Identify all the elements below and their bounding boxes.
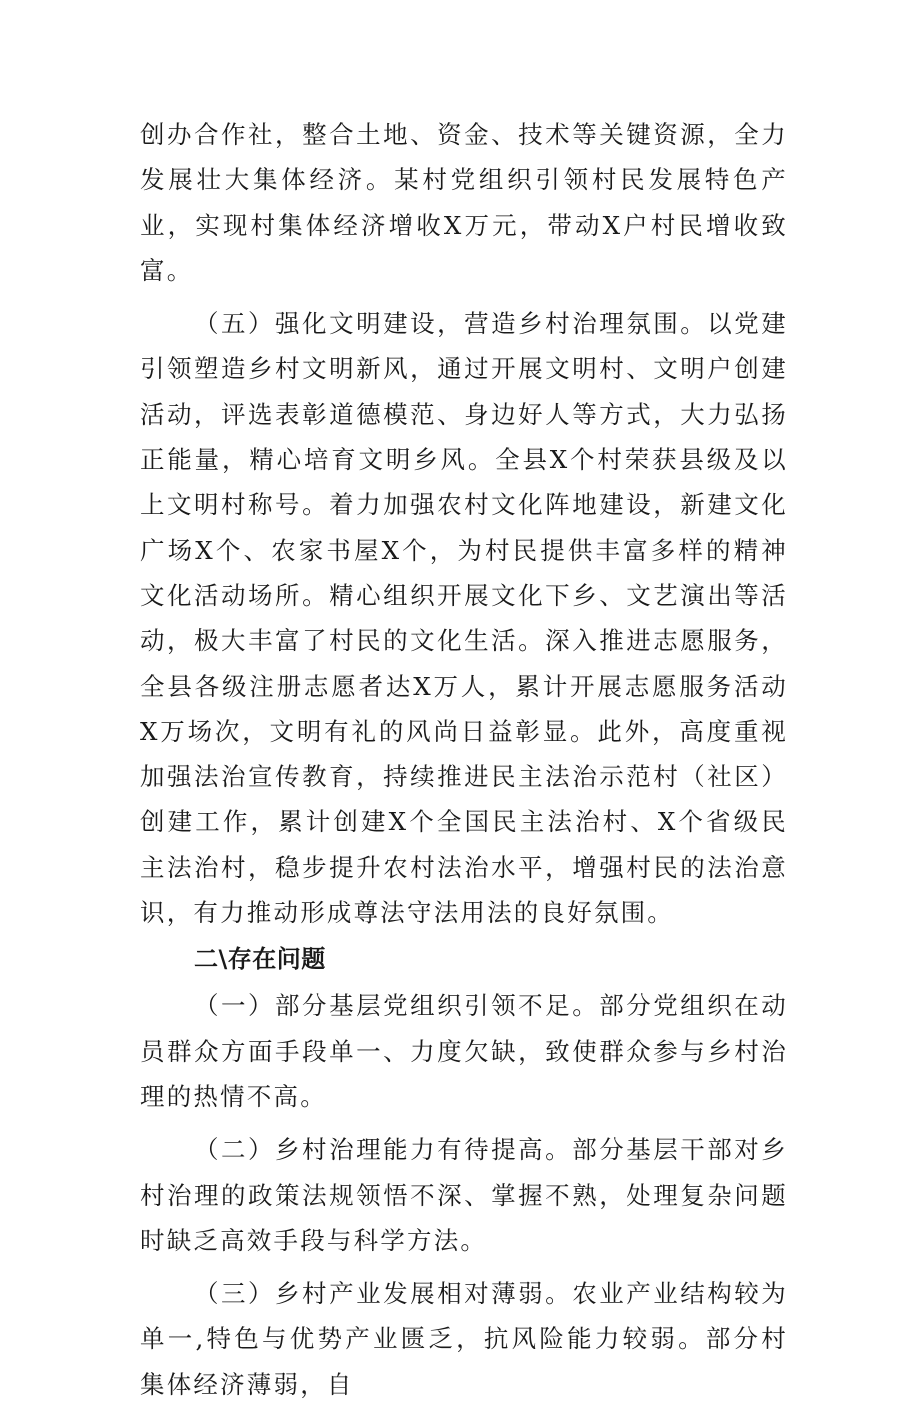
paragraph-civilization-building: （五）强化文明建设，营造乡村治理氛围。以党建引领塑造乡村文明新风，通过开展文明村、文明户创建活动，评选表彰道德模范、身边好人等方式，大力弘扬正能量，精心培育文明乡风。全县X个村荣获县级及以上文明村称号。着力加强农村文化阵地建设，新建文化广场X个、农家书屋X个，为村民提供丰富多样的精神文化活动场所。精心组织开展文化下乡、文艺演出等活动，极大丰富了村民的文化生活。深入推进志愿服务，全县各级注册志愿者达X万人，累计开展志愿服务活动X万场次，文明有礼的风尚日益彰显。此外，高度重视加强法治宣传教育，持续推进民主法治示范村（社区）创建工作，累计创建X个全国民主法治村、X个省级民主法治村，稳步提升农村法治水平，增强村民的法治意识，有力推动形成尊法守法用法的良好氛围。 — [140, 309, 788, 928]
document-body — [140, 112, 788, 1407]
section-heading-existing-problems: 二\存在问题 — [194, 945, 326, 974]
paragraph-issue-governance-capacity: （二）乡村治理能力有待提高。部分基层干部对乡村治理的政策法规领悟不深、掌握不熟，处理复杂问题时缺乏高效手段与科学方法。 — [140, 1135, 788, 1255]
paragraph-issue-industry-development: （三）乡村产业发展相对薄弱。农业产业结构较为单一,特色与优势产业匮乏，抗风险能力较弱。部分村集体经济薄弱，自 — [140, 1279, 788, 1399]
paragraph-cooperative-economy: 创办合作社，整合土地、资金、技术等关键资源，全力发展壮大集体经济。某村党组织引领村民发展特色产业，实现村集体经济增收X万元，带动X户村民增收致富。 — [140, 120, 788, 285]
paragraph-issue-leadership: （一）部分基层党组织引领不足。部分党组织在动员群众方面手段单一、力度欠缺，致使群众参与乡村治理的热情不高。 — [140, 991, 788, 1111]
